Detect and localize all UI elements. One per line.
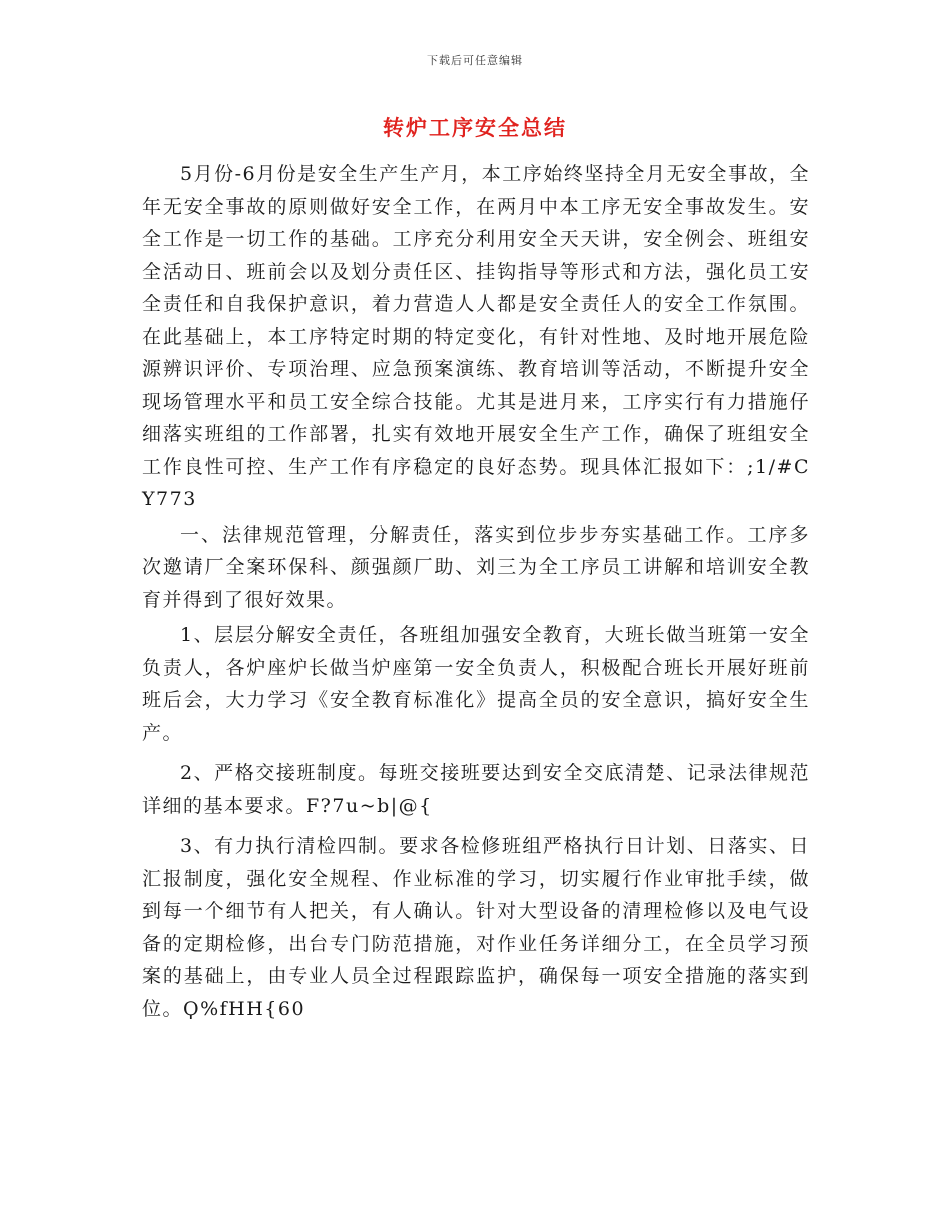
page-header-note: 下载后可任意编辑	[427, 54, 523, 67]
paragraph-section-1: 一、法律规范管理，分解责任，落实到位步步夯实基础工作。工序多次邀请厂全案环保科、颜强颜厂助、刘三为全工序员工讲解和培训安全教育并得到了很好效果。	[142, 523, 810, 611]
document-body	[142, 158, 810, 1025]
document-title: 转炉工序安全总结	[383, 116, 567, 140]
paragraph-item-2: 2、严格交接班制度。每班交接班要达到安全交底清楚、记录法律规范详细的基本要求。F?7u~b|@{	[142, 762, 810, 817]
paragraph-item-1: 1、层层分解安全责任，各班组加强安全教育，大班长做当班第一安全负责人，各炉座炉长做当炉座第一安全负责人，积极配合班长开展好班前班后会，大力学习《安全教育标准化》提高全员的安全意识，搞好安全生产。	[142, 624, 810, 744]
paragraph-item-3: 3、有力执行清检四制。要求各检修班组严格执行日计划、日落实、日汇报制度，强化安全规程、作业标准的学习，切实履行作业审批手续，做到每一个细节有人把关，有人确认。针对大型设备的清理检修以及电气设备的定期检修，出台专门防范措施，对作业任务详细分工，在全员学习预案的基础上，由专业人员全过程跟踪监护，确保每一项安全措施的落实到位。Ϙ%fHH{60	[142, 835, 810, 1020]
paragraph-intro: 5月份-6月份是安全生产生产月，本工序始终坚持全月无安全事故，全年无安全事故的原则做好安全工作，在两月中本工序无安全事故发生。安全工作是一切工作的基础。工序充分利用安全天天讲，安全例会、班组安全活动日、班前会以及划分责任区、挂钩指导等形式和方法，强化员工安全责任和自我保护意识，着力营造人人都是安全责任人的安全工作氛围。在此基础上，本工序特定时期的特定变化，有针对性地、及时地开展危险源辨识评价、专项治理、应急预案演练、教育培训等活动，不断提升安全现场管理水平和员工安全综合技能。尤其是进月来，工序实行有力措施仔细落实班组的工作部署，扎实有效地开展安全生产工作，确保了班组安全工作良性可控、生产工作有序稳定的良好态势。现具体汇报如下：;1/#CY773	[142, 163, 810, 510]
